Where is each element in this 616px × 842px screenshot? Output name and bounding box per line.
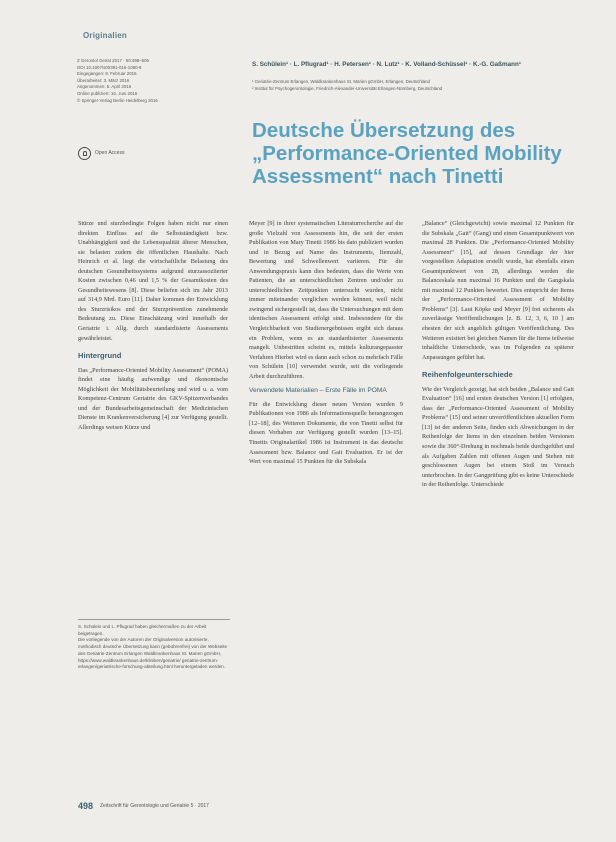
title-line: Deutsche Übersetzung des	[252, 119, 516, 142]
paragraph: „Balance“ (Gleichgewicht) sowie maximal 12 Punkten für die Subskala „Gait“ (Gang) und einen Gesamtpunktwert von maximal 28 Punkten. Die „Performance-Oriented Mobility Assessment“ [15], auf dessen Grundlage der hier vorgestellten Adaptation erstellt wurde, hat ebenfalls einen Gesamtpunktwert von 28, allerdings werden die Balanceskala nun maximal 16 Punkten und die Gangskala mit maximal 12 Punkten bewertet. Dies entspricht der Items der „Performance-Oriented Assessment of Mobility Problems“ [3]. Laut Köpke und Meyer [9] frei sicherem als zuverlässige Veröffentlichungen [z. B. 12, 3, 6, 10 ] am ehesten der sich angeblich gültigen Veröffentlichung. Des Weiteren existiert bei gleichen Namen für die Items teilweise inhaltliche Unterschiede, was im Folgenden zu späterer Anpassungen geführt hat.	[422, 220, 574, 361]
article-title	[252, 119, 572, 188]
meta-line: Z Gerontol Geriat 2017 · 50:498–505	[77, 58, 150, 63]
open-access-icon	[78, 147, 91, 160]
section-heading: Hintergrund	[78, 351, 122, 361]
body-column-3	[422, 219, 574, 490]
footnote	[78, 619, 230, 671]
paragraph: Wie der Vergleich gezeigt, hat sich beiden „Balance und Gait Evaluation“ [16] und ersten deutschen Version [1] erfolgten, dass der „Performance-Oriented Assessment of Mobility Problems“ [15] und seiner unveröffentlichten aktuellen Form [13] ist der anderen Seite, finden sich Abweichungen in der Reihenfolge der Items in den einzelnen beiden Versionen sowie die 360°-Drehung in nochmals beide durchgeführt und als Aufgaben Zahlen mit offenen Augen und Stehen mit geschlossenen Augen bei einem Stoß im Versuch unterbrochen. In der Gangprüfung gibt es keine Unterschiede in der Reihenfolge. Unterschiede	[422, 385, 574, 489]
footnote-line: Die vorliegende von der Autoren der Originalversion autorisierte, methodisch deutsche Übersetzung kann (gebührenfrei) von der Webseite des Geriatrie-Zentrum Erlangen Waldkrankenhaus St. Marien gGmbH, https://www.waldkrankenhaus.de/kliniken/geriatrie/ geriatrie-zentrum-erlangen/geriatrische-forschung-abteilung.html heruntergeladen werden.	[78, 637, 228, 670]
section-heading: Reihenfolgeunterschiede	[422, 370, 513, 380]
author-list: S. Schülein¹ · L. Pflugrad¹ · H. Petersen¹ · N. Lutz¹ · K. Volland-Schüssel¹ · K.-G. Gaßmann¹	[252, 61, 521, 68]
meta-line: Angenommen: 5. April 2016	[77, 84, 132, 90]
affiliations	[252, 79, 582, 92]
article-meta	[77, 58, 247, 104]
paragraph: Stürze und sturzbedingte Folgen haben nicht nur einen direkten Einfluss auf die Selbstständigkeit bzw. Unabhängigkeit und die Lebensqualität älterer Menschen, sie belasten zudem die öffentlichen Haushalte. Nach Heinrich et al. liegt die wirtschaftliche Belastung des deutschen Gesundheitssystems aufgrund sturzassoziierter Kosten zwischen 0,46 und 1,5 % der Gesamtkosten des Gesundheitswesens [8]. Diese beliefen sich im Jahr 2013 auf 314,9 Mrd. Euro [11]. Daher kommen der Entwicklung des Sturzrisikos und der Sturzprävention zunehmende Bedeutung zu. Diese Einschätzung wird innerhalb der Geriatrie i. Allg. durch standardisierte Assessments gewährleistet.	[78, 220, 228, 342]
title-line: „Performance-Oriented Mobility	[252, 142, 562, 165]
affiliation-line: ² Institut für Psychogerontologie, Friedrich-Alexander-Universität Erlangen-Nürnberg, Deutschland	[252, 85, 443, 91]
paragraph: Meyer [9] in ihrer systematischen Literaturrecherche auf die große Vielzahl von Assessments hin, die seit der ersten Publikation von Mary Tinetti 1986 bis dato publiziert wurden und in Bezug auf Name des Instruments, Itemzahl, Bewertung und Schwellenwert variieren. Für die Anwendungspraxis kann dies bedeuten, dass die Werte von Patienten, die an unterschiedlichen Zentren und/oder zu unterschiedlichen Zeitpunkten untersucht wurden, nicht immer miteinander verglichen werden können, weil nicht zwingend sichergestellt ist, dass die Untersuchungen mit dem identischen Assessment erfolgt sind. Insbesondere für die Vergleichbarkeit von Studienergebnissen ergibt sich daraus ein Problem, wenn es an standardisierter Assessments mangelt. Unbestritten scheint es, mittels kulturangepasster Verfahren Hierbei wird es dann auch schon zu mehrfach Fälle von Schülein [10] verwendet wurde, seit die vorliegende Arbeit durchzuführen.	[249, 220, 403, 380]
paragraph: Für die Entwicklung dieser neuen Version wurden 9 Publikationen von 1986 als Informationsquelle herangezogen [12–18], des Weiteren Dokumente, die von Tinetti selbst für diesen Vorhaben zur Verfügung gestellt wurden [13–15]. Tinettis Originalartikel 1986 ist Instrument in das deutsche Assessment bzw. Balance und Gait Evaluation. Er ist der Wert von maximal 15 Punkten für die Subskala	[249, 400, 403, 466]
affiliation-line: ¹ Geriatrie-Zentrum Erlangen, Waldkrankenhaus St. Marien gGmbH, Erlangen, Deutschland	[252, 79, 430, 84]
meta-line: Überarbeitet: 3. März 2016	[77, 77, 130, 83]
section-label: Originalien	[83, 31, 127, 40]
journal-name: Zeitschrift für Gerontologie und Geriatrie 5 · 2017	[100, 803, 209, 809]
page-number: 498	[78, 801, 94, 811]
paragraph: Das „Performance-Oriented Mobility Assessment“ (POMA) findet eine häufig aufwendige und ökonomische Möglichkeit der Mobilitätsbeurteilung und wird u. a. vom Kompetenz-Centrum Geriatrie des GKV-Spitzenverbandes und der Bundesarbeitsgemeinschaft der Medizinischen Dienste im Krankenversicherung [4] zur Verfügung gestellt. Allerdings weisen Kürze und	[78, 366, 228, 431]
body-column-1	[78, 219, 228, 432]
meta-line: Online publiziert: 16. Juni 2016	[77, 90, 138, 96]
meta-line: Eingegangen: 8. Februar 2016	[77, 71, 137, 77]
body-column-2	[249, 219, 403, 467]
meta-line: © Springer-Verlag Berlin Heidelberg 2016	[77, 97, 158, 103]
footnote-line: S. Schülein und L. Pflugrad haben gleichermaßen zu der Arbeit beigetragen.	[78, 624, 207, 636]
page-footer	[78, 801, 578, 813]
open-access-badge	[78, 147, 198, 161]
section-subheading: Verwendete Materialien – Erste Fälle im POMA	[249, 387, 387, 395]
open-access-label: Open Access	[95, 150, 125, 156]
meta-line: DOI 10.1007/s00391-016-1080-8	[77, 64, 142, 70]
title-line: Assessment“ nach Tinetti	[252, 165, 504, 188]
